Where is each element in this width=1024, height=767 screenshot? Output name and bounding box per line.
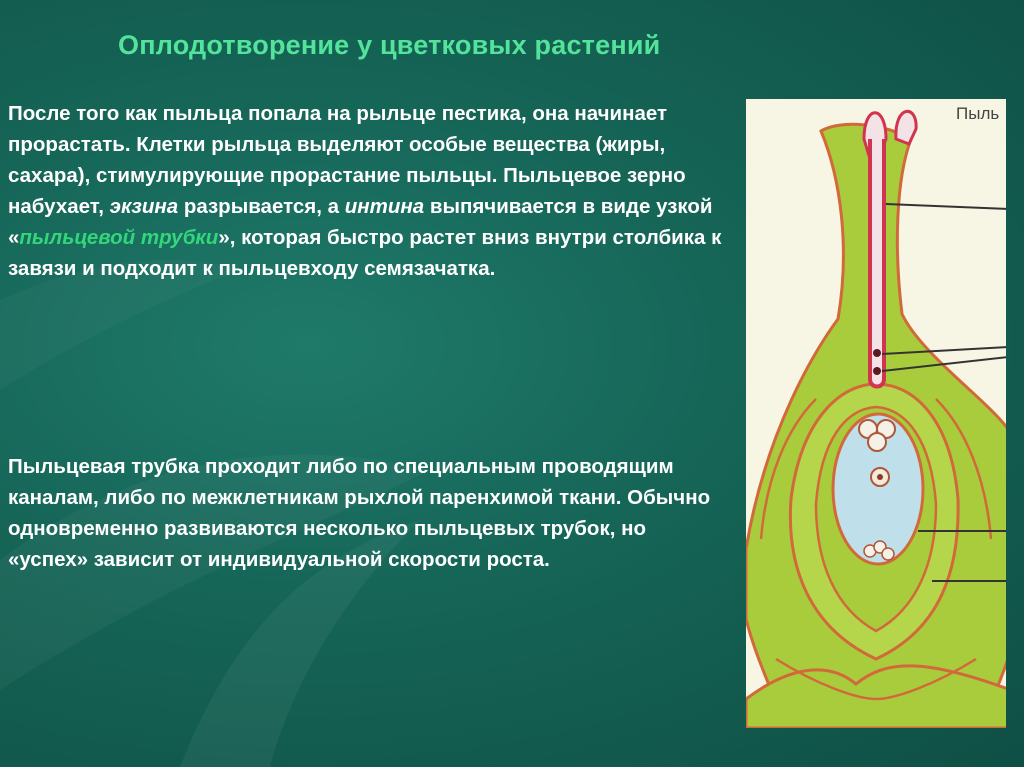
pistil-diagram	[746, 99, 1006, 728]
callout-line-tube	[886, 204, 1006, 209]
paragraph-pollen-tube-path: Пыльцевая трубка проходит либо по специальным проводящим каналам, либо по межклетникам рыхлой паренхимой ткани. Обычно одновременно развиваются несколько пыльцевых трубок, но «успех» зависит от индивидуальной скорости роста.	[8, 455, 711, 571]
paragraph1-part4: », которая быстро растет вниз внутри столбика к завязи и подходит к пыльцевходу семязачатка.	[8, 226, 722, 280]
paragraph1-part3: выпячивается в виде узкой «	[8, 195, 713, 249]
pistil-base	[746, 666, 1006, 728]
antipodal-3	[882, 548, 894, 560]
pistil-illustration	[746, 99, 1006, 728]
paragraph1-part2: разрывается, а	[178, 195, 345, 218]
paragraph1-part1: После того как пыльца попала на рыльце пестика, она начинает прорастать. Клетки рыльца выделяют особые вещества (жиры, сахара), стимулирующие прорастание пыльцы. Пыльцевое зерно набухает,	[8, 102, 686, 218]
paragraph-pollen-germination	[8, 98, 728, 284]
slide-title: Оплодотворение у цветковых растений	[118, 30, 661, 60]
term-pollen-tube: пыльцевой трубки	[19, 226, 219, 249]
egg-cell	[868, 433, 886, 451]
diagram-label-pollen: Пыль	[956, 104, 1000, 123]
sperm-cell-2	[873, 367, 881, 375]
central-cell-nucleolus	[877, 474, 883, 480]
pollen-grain-right	[896, 111, 916, 144]
term-exine: экзина	[109, 195, 179, 218]
term-intine: интина	[344, 195, 425, 218]
sperm-cell-1	[873, 349, 881, 357]
